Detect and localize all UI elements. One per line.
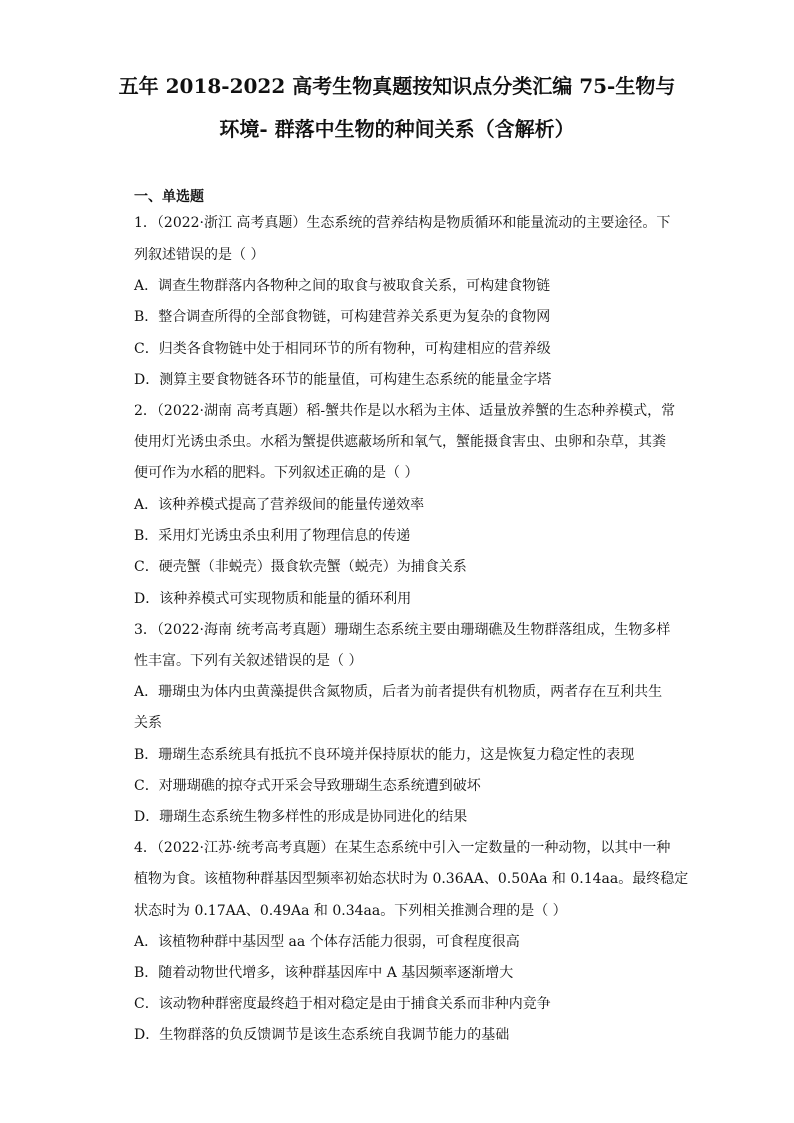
- question-1-stem-line-2: 列叙述错误的是（ ）: [134, 247, 265, 263]
- question-4-option-c: C．该动物种群密度最终趋于相对稳定是由于捕食关系而非种内竞争: [134, 996, 551, 1012]
- question-3-option-d: D．珊瑚生态系统生物多样性的形成是协同进化的结果: [134, 809, 468, 825]
- question-4-stem-line-2: 植物为食。该植物种群基因型频率初始态状时为 0.36AA、0.50Aa 和 0.14aa。最终稳定: [134, 871, 689, 887]
- document-title-line-1: 五年 2018-2022 高考生物真题按知识点分类汇编 75-生物与: [118, 74, 676, 98]
- question-4-option-a: A．该植物种群中基因型 aa 个体存活能力很弱，可食程度很高: [134, 934, 520, 950]
- question-2-stem-line-2: 使用灯光诱虫杀虫。水稻为蟹提供遮蔽场所和氧气，蟹能摄食害虫、虫卵和杂草，其粪: [134, 434, 666, 450]
- question-2-option-b: B．采用灯光诱虫杀虫利用了物理信息的传递: [134, 528, 411, 544]
- question-2-option-c: C．硬壳蟹（非蜕壳）摄食软壳蟹（蜕壳）为捕食关系: [134, 559, 467, 575]
- question-4-stem-line-3: 状态时为 0.17AA、0.49Aa 和 0.34aa。下列相关推测合理的是（ ）: [134, 903, 567, 919]
- question-2-option-d: D．该种养模式可实现物质和能量的循环利用: [134, 591, 412, 607]
- question-3-stem-line-1: 3．（2022·海南 统考高考真题）珊瑚生态系统主要由珊瑚礁及生物群落组成，生物多样: [134, 622, 671, 638]
- question-1-option-b: B．整合调查所得的全部食物链，可构建营养关系更为复杂的食物网: [134, 309, 551, 325]
- question-1-stem-line-1: 1．（2022·浙江 高考真题）生态系统的营养结构是物质循环和能量流动的主要途径。下: [134, 215, 671, 231]
- question-3-option-a: A．珊瑚虫为体内虫黄藻提供含氮物质，后者为前者提供有机物质，两者存在互利共生: [134, 684, 663, 700]
- question-4-stem-line-1: 4．（2022·江苏·统考高考真题）在某生态系统中引入一定数量的一种动物，以其中一种: [134, 840, 671, 856]
- question-2-stem-line-1: 2．（2022·湖南 高考真题）稻-蟹共作是以水稻为主体、适量放养蟹的生态种养模式，常: [134, 403, 676, 419]
- question-4-option-b: B．随着动物世代增多，该种群基因库中 A 基因频率逐渐增大: [134, 965, 514, 981]
- question-3-option-a-cont: 关系: [134, 715, 162, 731]
- question-1-option-a: A．调查生物群落内各物种之间的取食与被取食关系，可构建食物链: [134, 278, 551, 294]
- question-2-option-a: A．该种养模式提高了营养级间的能量传递效率: [134, 497, 425, 513]
- question-3-option-c: C．对珊瑚礁的掠夺式开采会导致珊瑚生态系统遭到破坏: [134, 778, 481, 794]
- question-1-option-d: D．测算主要食物链各环节的能量值，可构建生态系统的能量金字塔: [134, 372, 552, 388]
- question-2-stem-line-3: 便可作为水稻的肥料。下列叙述正确的是（ ）: [134, 465, 419, 481]
- question-3-option-b: B．珊瑚生态系统具有抵抗不良环境并保持原状的能力，这是恢复力稳定性的表现: [134, 747, 635, 763]
- question-4-option-d: D．生物群落的负反馈调节是该生态系统自我调节能力的基础: [134, 1027, 510, 1043]
- question-3-stem-line-2: 性丰富。下列有关叙述错误的是（ ）: [134, 653, 363, 669]
- section-heading: 一、单选题: [134, 189, 204, 205]
- document-title-line-2: 环境- 群落中生物的种间关系（含解析）: [219, 117, 575, 141]
- question-1-option-c: C．归类各食物链中处于相同环节的所有物种，可构建相应的营养级: [134, 341, 551, 357]
